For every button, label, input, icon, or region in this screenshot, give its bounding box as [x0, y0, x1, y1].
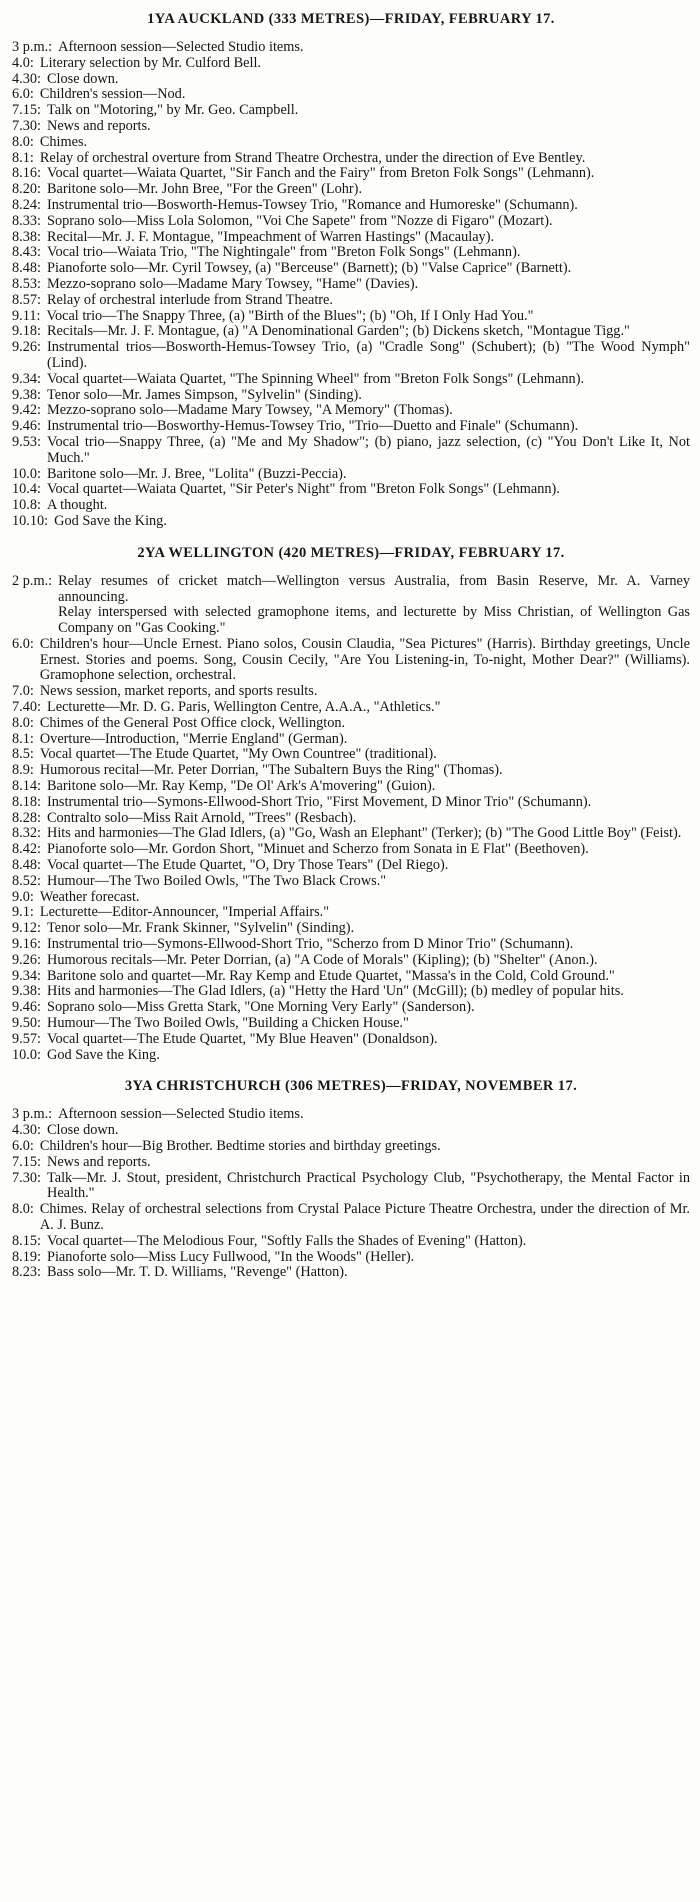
entry-description: Humour—The Two Boiled Owls, "Building a Chicken House."	[47, 1015, 409, 1032]
program-entry	[12, 340, 690, 372]
program-entry	[12, 372, 690, 388]
program-entry	[12, 419, 690, 435]
entry-description: Afternoon session—Selected Studio items.	[58, 39, 304, 55]
entry-time: 8.5:	[12, 746, 34, 763]
program-entry	[12, 1234, 690, 1250]
entry-description: Hits and harmonies—The Glad Idlers, (a) "Go, Wash an Elephant" (Terker); (b) "The Good Little Boy" (Feist).	[47, 825, 682, 842]
entry-description: Vocal quartet—The Etude Quartet, "My Blue Heaven" (Donaldson).	[47, 1030, 438, 1047]
entry-time: 7.40:	[12, 699, 41, 716]
program-entry	[12, 874, 690, 890]
entry-time: 8.18:	[12, 793, 41, 810]
entry-time: 9.34:	[12, 967, 41, 984]
radio-program-listings	[12, 10, 690, 1281]
program-entry	[12, 763, 690, 779]
program-entry	[12, 1048, 690, 1064]
program-entry	[12, 1123, 690, 1139]
entry-description: Baritone solo—Mr. Ray Kemp, "De Ol' Ark's A'movering" (Guion).	[47, 778, 436, 795]
program-entry	[12, 905, 690, 921]
entry-time: 8.32:	[12, 825, 41, 842]
entry-time: 6.0:	[12, 86, 34, 103]
entry-time: 10.0:	[12, 465, 41, 482]
entry-time: 2 p.m.:	[12, 572, 53, 589]
program-entry	[12, 890, 690, 906]
program-entry	[12, 1000, 690, 1016]
entry-description: Recital—Mr. J. F. Montague, "Impeachment of Warren Hastings" (Macaulay).	[47, 228, 495, 245]
program-entry	[12, 182, 690, 198]
entry-description: Instrumental trios—Bosworth-Hemus-Towsey Trio, (a) "Cradle Song" (Schubert); (b) "The Wood Nymph" (Lind).	[47, 339, 690, 371]
entry-description: Tenor solo—Mr. James Simpson, "Sylvelin" (Sinding).	[47, 386, 362, 403]
program-entry	[12, 151, 690, 167]
entry-time: 8.53:	[12, 275, 41, 292]
entry-time: 8.38:	[12, 228, 41, 245]
entry-description: News session, market reports, and sports results.	[39, 683, 318, 700]
entry-description: Relay interspersed with selected gramophone items, and lecturette by Miss Christian, of Wellington Gas Company on "Gas Cooking."	[58, 604, 690, 637]
program-entry	[12, 795, 690, 811]
entry-time: 7.15:	[12, 102, 41, 119]
program-entry	[12, 937, 690, 953]
program-entry	[12, 1265, 690, 1281]
program-entry	[12, 403, 690, 419]
entry-description: News and reports.	[47, 1153, 151, 1170]
entry-time: 8.24:	[12, 196, 41, 213]
entry-description: Instrumental trio—Bosworthy-Hemus-Towsey Trio, "Trio—Duetto and Finale" (Schumann).	[47, 418, 579, 435]
station-heading: 3YA CHRISTCHURCH (306 METRES)—FRIDAY, NOVEMBER 17.	[124, 1078, 578, 1095]
entry-description: Tenor solo—Mr. Frank Skinner, "Sylvelin" (Sinding).	[47, 920, 355, 937]
entry-description: Close down.	[47, 1122, 119, 1139]
entry-description: Vocal quartet—Waiata Quartet, "Sir Fanch and the Fairy" from Breton Folk Songs" (Lehmann).	[47, 165, 595, 182]
entry-time: 7.30:	[12, 117, 41, 134]
entry-description: Instrumental trio—Symons-Ellwood-Short Trio, "Scherzo from D Minor Trio" (Schumann).	[47, 936, 574, 953]
program-entry	[12, 245, 690, 261]
entry-time: 8.33:	[12, 212, 41, 229]
entry-time: 7.15:	[12, 1153, 41, 1170]
program-entry	[12, 388, 690, 404]
program-entry	[12, 230, 690, 246]
program-entry	[12, 119, 690, 135]
entry-description: Lecturette—Mr. D. G. Paris, Wellington Centre, A.A.A., "Athletics."	[47, 699, 441, 716]
program-list	[12, 40, 690, 530]
entry-description: Talk on "Motoring," by Mr. Geo. Campbell.	[47, 102, 299, 119]
entry-description: Children's session—Nod.	[39, 86, 186, 103]
entry-time: 8.28:	[12, 809, 41, 826]
entry-description: Recitals—Mr. J. F. Montague, (a) "A Denominational Garden"; (b) Dickens sketch, "Montague Tigg."	[47, 323, 630, 340]
entry-time: 9.46:	[12, 418, 41, 435]
program-entry	[12, 700, 690, 716]
program-entry	[12, 293, 690, 309]
program-entry	[12, 1155, 690, 1171]
entry-description: Vocal quartet—Waiata Quartet, "The Spinning Wheel" from "Breton Folk Songs" (Lehmann).	[47, 370, 585, 387]
entry-description: Talk—Mr. J. Stout, president, Christchurch Practical Psychology Club, "Psychotherapy, the Mental Factor in Health."	[47, 1169, 690, 1202]
entry-time: 4.0:	[12, 54, 34, 71]
entry-time: 8.20:	[12, 181, 41, 198]
entry-time: 8.52:	[12, 872, 41, 889]
entry-time: 8.48:	[12, 260, 41, 277]
entry-description: Soprano solo—Miss Lola Solomon, "Voi Che Sapete" from "Nozze di Figaro" (Mozart).	[47, 212, 553, 229]
entry-time: 8.1:	[12, 149, 34, 166]
program-entry	[12, 324, 690, 340]
entry-time: 9.46:	[12, 999, 41, 1016]
program-entry	[12, 984, 690, 1000]
entry-time: 10.0:	[12, 1046, 41, 1063]
program-entry	[12, 969, 690, 985]
entry-time: 10.8:	[12, 497, 41, 514]
entry-time: 9.38:	[12, 386, 41, 403]
station-heading: 2YA WELLINGTON (420 METRES)—FRIDAY, FEBRUARY 17.	[137, 544, 565, 561]
program-entry	[12, 435, 690, 467]
entry-description: God Save the King.	[54, 512, 167, 529]
program-entry	[12, 309, 690, 325]
entry-description: Humour—The Two Boiled Owls, "The Two Black Crows."	[47, 872, 387, 889]
entry-time: 3 p.m.:	[12, 39, 53, 55]
entry-time: 8.23:	[12, 1264, 41, 1281]
program-entry	[12, 1171, 690, 1203]
program-entry	[12, 574, 690, 606]
entry-description: Weather forecast.	[39, 888, 140, 905]
program-entry	[12, 1032, 690, 1048]
program-entry	[12, 1107, 690, 1123]
entry-description: Close down.	[47, 70, 119, 87]
station-section	[12, 544, 690, 1064]
program-entry	[12, 87, 690, 103]
entry-time: 9.53:	[12, 433, 41, 450]
entry-time: 8.0:	[12, 714, 34, 731]
program-entry	[12, 277, 690, 293]
entry-description: News and reports.	[47, 117, 151, 134]
entry-time: 9.26:	[12, 339, 41, 356]
program-entry	[12, 605, 690, 637]
entry-description: Mezzo-soprano solo—Madame Mary Towsey, "A Memory" (Thomas).	[47, 402, 453, 419]
entry-time: 8.57:	[12, 291, 41, 308]
entry-time: 8.1:	[12, 730, 34, 747]
entry-time: 8.43:	[12, 244, 41, 261]
entry-time: 7.30:	[12, 1169, 41, 1186]
station-section	[12, 1077, 690, 1281]
program-list	[12, 1107, 690, 1281]
entry-description: Vocal trio—Snappy Three, (a) "Me and My Shadow"; (b) piano, jazz selection, (c) "You Don't Like It, Not Much."	[47, 433, 690, 466]
program-entry	[12, 198, 690, 214]
entry-time: 8.16:	[12, 165, 41, 182]
entry-description: Relay of orchestral interlude from Strand Theatre.	[47, 291, 333, 308]
entry-description: Vocal quartet—The Etude Quartet, "My Own Countree" (traditional).	[39, 746, 437, 763]
program-entry	[12, 779, 690, 795]
entry-time: 8.9:	[12, 762, 34, 779]
entry-time: 9.0:	[12, 888, 34, 905]
entry-description: Pianoforte solo—Mr. Cyril Towsey, (a) "Berceuse" (Barnett); (b) "Valse Caprice" (Barnett).	[47, 260, 572, 277]
entry-time: 8.15:	[12, 1232, 41, 1249]
entry-description: Pianoforte solo—Miss Lucy Fullwood, "In the Woods" (Heller).	[47, 1248, 415, 1265]
entry-description: Bass solo—Mr. T. D. Williams, "Revenge" (Hatton).	[47, 1264, 348, 1281]
entry-description: Chimes of the General Post Office clock, Wellington.	[39, 714, 346, 731]
entry-description: God Save the King.	[47, 1046, 160, 1063]
entry-time: 9.1:	[12, 904, 34, 921]
program-entry	[12, 858, 690, 874]
program-entry	[12, 72, 690, 88]
program-entry	[12, 684, 690, 700]
entry-description: Instrumental trio—Bosworth-Hemus-Towsey Trio, "Romance and Humoreske" (Schumann).	[47, 196, 578, 213]
entry-time: 8.14:	[12, 778, 41, 795]
program-entry	[12, 56, 690, 72]
program-entry	[12, 826, 690, 842]
entry-description: Children's hour—Big Brother. Bedtime stories and birthday greetings.	[39, 1138, 441, 1154]
entry-time: 3 p.m.:	[12, 1106, 53, 1123]
entry-description: Vocal quartet—The Melodious Four, "Softly Falls the Shades of Evening" (Hatton).	[47, 1232, 527, 1249]
program-entry	[12, 467, 690, 483]
entry-description: Humorous recitals—Mr. Peter Dorrian, (a) "A Code of Morals" (Kipling); (b) "Shelter" (Anon.).	[47, 951, 598, 968]
program-entry	[12, 747, 690, 763]
program-entry	[12, 716, 690, 732]
entry-time: 8.42:	[12, 841, 41, 858]
entry-description: Literary selection by Mr. Culford Bell.	[39, 54, 261, 71]
program-entry	[12, 482, 690, 498]
program-entry	[12, 1202, 690, 1234]
entry-time: 10.10:	[12, 512, 49, 529]
program-entry	[12, 811, 690, 827]
entry-description: Baritone solo—Mr. J. Bree, "Lolita" (Buzzi-Peccia).	[47, 465, 347, 482]
program-entry	[12, 166, 690, 182]
program-entry	[12, 842, 690, 858]
program-list	[12, 574, 690, 1064]
entry-time: 8.48:	[12, 857, 41, 874]
entry-description: Children's hour—Uncle Ernest. Piano solos, Cousin Claudia, "Sea Pictures" (Harris). Birthday greetings, Uncle Ernest. Stories and poems. Song, Cousin Cecily, "Are You Listening-in, To-night, Mother Dear?" (Williams). Gramophone selection, orchestral.	[39, 635, 690, 684]
program-entry	[12, 1250, 690, 1266]
entry-time: 6.0:	[12, 635, 34, 652]
entry-description: Baritone solo and quartet—Mr. Ray Kemp and Etude Quartet, "Massa's in the Cold, Cold Ground."	[47, 967, 615, 984]
entry-description: Contralto solo—Miss Rait Arnold, "Trees" (Resbach).	[47, 809, 357, 826]
entry-description: Humorous recital—Mr. Peter Dorrian, "The Subaltern Buys the Ring" (Thomas).	[39, 762, 503, 779]
entry-description: Baritone solo—Mr. John Bree, "For the Green" (Lohr).	[47, 181, 363, 198]
program-entry	[12, 261, 690, 277]
entry-time: 9.18:	[12, 323, 41, 340]
entry-description: Overture—Introduction, "Merrie England" (German).	[39, 730, 348, 747]
program-entry	[12, 514, 690, 530]
entry-description: Vocal trio—Waiata Trio, "The Nightingale" from "Breton Folk Songs" (Lehmann).	[47, 244, 521, 261]
entry-description: Chimes. Relay of orchestral selections from Crystal Palace Picture Theatre Orchestra, under the direction of Mr. A. J. Bunz.	[39, 1201, 690, 1233]
station-section	[12, 10, 690, 530]
entry-time: 9.57:	[12, 1030, 41, 1047]
program-entry	[12, 732, 690, 748]
entry-description: Afternoon session—Selected Studio items.	[58, 1106, 304, 1123]
entry-time: 9.38:	[12, 983, 41, 1000]
entry-time: 9.42:	[12, 402, 41, 419]
program-entry	[12, 498, 690, 514]
program-entry	[12, 40, 690, 56]
entry-time: 9.11:	[12, 307, 41, 324]
entry-description: Relay of orchestral overture from Strand Theatre Orchestra, under the direction of Eve Bentley.	[39, 149, 586, 166]
program-entry	[12, 1139, 690, 1155]
entry-description: Vocal trio—The Snappy Three, (a) "Birth of the Blues"; (b) "Oh, If I Only Had You."	[46, 307, 534, 324]
entry-time: 10.4:	[12, 481, 41, 498]
entry-description: A thought.	[47, 497, 108, 514]
entry-time: 8.19:	[12, 1248, 41, 1265]
entry-description: Lecturette—Editor-Announcer, "Imperial Affairs."	[39, 904, 330, 921]
program-entry	[12, 103, 690, 119]
entry-time: 4.30:	[12, 1122, 41, 1139]
entry-time: 8.0:	[12, 133, 34, 150]
entry-time: 9.50:	[12, 1015, 41, 1032]
entry-description: Soprano solo—Miss Gretta Stark, "One Morning Very Early" (Sanderson).	[47, 999, 475, 1016]
program-entry	[12, 1016, 690, 1032]
entry-description: Vocal quartet—Waiata Quartet, "Sir Peter's Night" from "Breton Folk Songs" (Lehmann).	[47, 481, 560, 498]
entry-time: 9.26:	[12, 951, 41, 968]
entry-description: Pianoforte solo—Mr. Gordon Short, "Minuet and Scherzo from Sonata in E Flat" (Beethoven).	[47, 841, 589, 858]
program-entry	[12, 135, 690, 151]
entry-description: Hits and harmonies—The Glad Idlers, (a) "Hetty the Hard 'Un" (McGill); (b) medley of popular hits.	[47, 983, 624, 1000]
program-entry	[12, 921, 690, 937]
program-entry	[12, 953, 690, 969]
entry-time: 8.0:	[12, 1201, 34, 1218]
entry-time: 6.0:	[12, 1138, 34, 1154]
station-heading: 1YA AUCKLAND (333 METRES)—FRIDAY, FEBRUARY 17.	[147, 11, 555, 27]
entry-time: 4.30:	[12, 70, 41, 87]
entry-time: 9.16:	[12, 936, 41, 953]
entry-description: Mezzo-soprano solo—Madame Mary Towsey, "Hame" (Davies).	[47, 275, 419, 292]
entry-description: Instrumental trio—Symons-Ellwood-Short Trio, "First Movement, D Minor Trio" (Schumann).	[47, 793, 592, 810]
entry-time: 7.0:	[12, 683, 34, 700]
entry-time: 9.34:	[12, 370, 41, 387]
entry-description: Vocal quartet—The Etude Quartet, "O, Dry Those Tears" (Del Riego).	[47, 857, 449, 874]
program-entry	[12, 637, 690, 684]
entry-description: Chimes.	[39, 133, 88, 150]
program-entry	[12, 214, 690, 230]
entry-time: 9.12:	[12, 920, 41, 937]
entry-description: Relay resumes of cricket match—Wellington versus Australia, from Basin Reserve, Mr. A. Varney announcing.	[58, 572, 690, 605]
